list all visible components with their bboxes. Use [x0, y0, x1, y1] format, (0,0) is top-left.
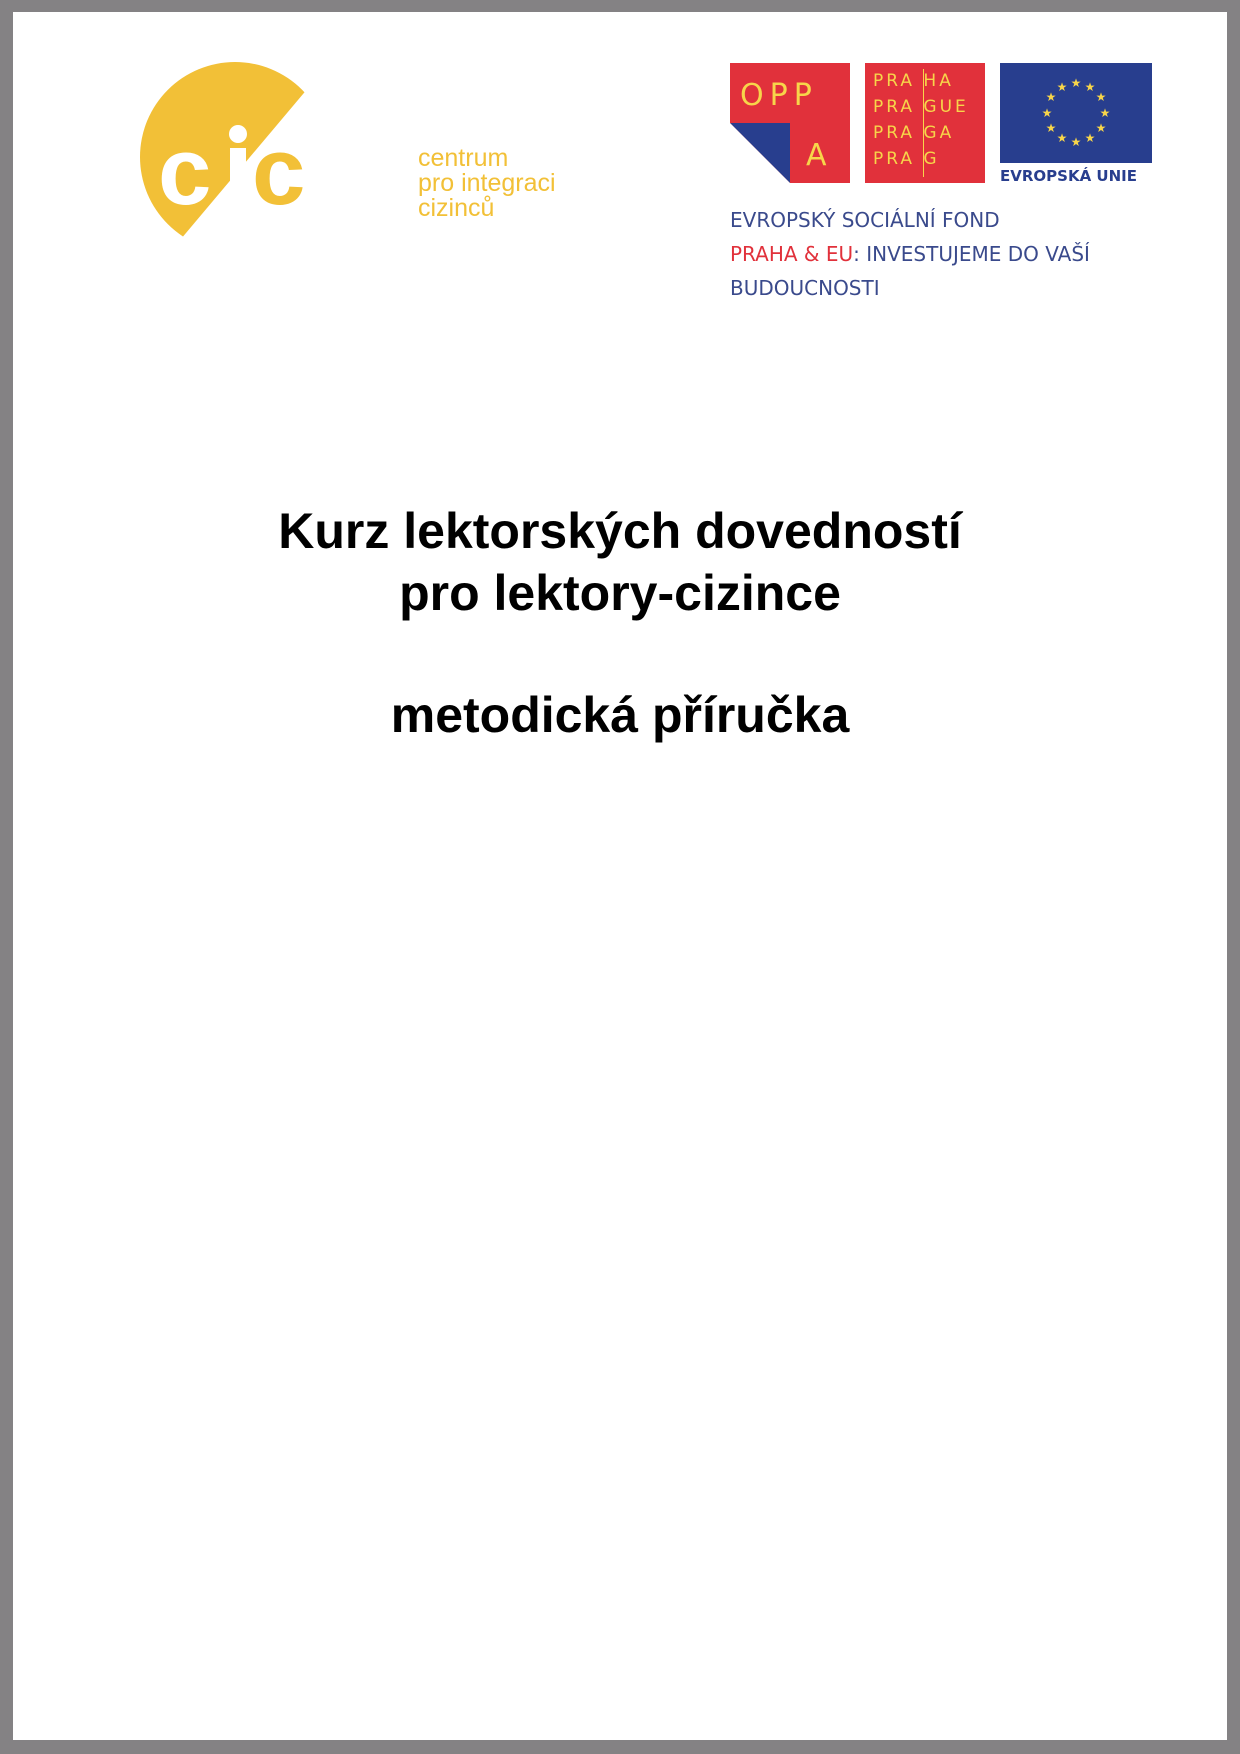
document-title-block: [0, 500, 1240, 746]
oppa-logo: [730, 63, 850, 183]
praha-row: PRA HA: [873, 71, 954, 91]
esf-line-rest: : INVESTUJEME DO VAŠÍ: [853, 242, 1090, 266]
funding-logos: [730, 63, 1170, 323]
eu-label: EVROPSKÁ UNIE: [1000, 167, 1137, 185]
praha-row: PRA GA: [873, 123, 955, 143]
esf-line: BUDOUCNOSTI: [730, 276, 880, 300]
svg-text:★: ★: [1070, 76, 1082, 90]
praha-logo: [865, 63, 985, 183]
esf-text: [730, 203, 1090, 305]
cic-logo: [140, 62, 580, 272]
svg-text:★: ★: [1084, 131, 1096, 145]
document-subtitle: metodická příručka: [390, 687, 850, 743]
cic-text-line: pro integraci: [418, 169, 556, 197]
svg-text:A: A: [806, 138, 827, 173]
eu-flag-icon: [1000, 63, 1152, 163]
document-title-line-1: Kurz lektorských dovedností: [278, 503, 962, 559]
svg-text:★: ★: [1084, 80, 1096, 94]
cic-logo-text: [418, 146, 556, 221]
svg-text:★: ★: [1095, 90, 1107, 104]
esf-red-text: PRAHA & EU: [730, 242, 854, 266]
praha-row: PRA G: [873, 149, 940, 169]
svg-text:c: c: [252, 118, 306, 225]
document-title-line-2: pro lektory-cizince: [399, 565, 841, 621]
svg-text:★: ★: [1056, 131, 1068, 145]
svg-text:OPP: OPP: [740, 78, 818, 113]
cic-text-line: cizinců: [418, 194, 495, 222]
svg-text:★: ★: [1056, 80, 1068, 94]
svg-text:★: ★: [1099, 106, 1111, 120]
svg-text:c: c: [158, 118, 212, 225]
svg-text:★: ★: [1045, 121, 1057, 135]
svg-text:★: ★: [1041, 106, 1053, 120]
esf-line: [730, 237, 1090, 271]
svg-text:★: ★: [1095, 121, 1107, 135]
svg-text:★: ★: [1070, 135, 1082, 149]
praha-row: PRA GUE: [873, 97, 969, 117]
esf-line: EVROPSKÝ SOCIÁLNÍ FOND: [730, 208, 1000, 232]
cic-text-line: centrum: [418, 144, 509, 172]
cic-logo-mark: [140, 62, 340, 252]
svg-text:★: ★: [1045, 90, 1057, 104]
